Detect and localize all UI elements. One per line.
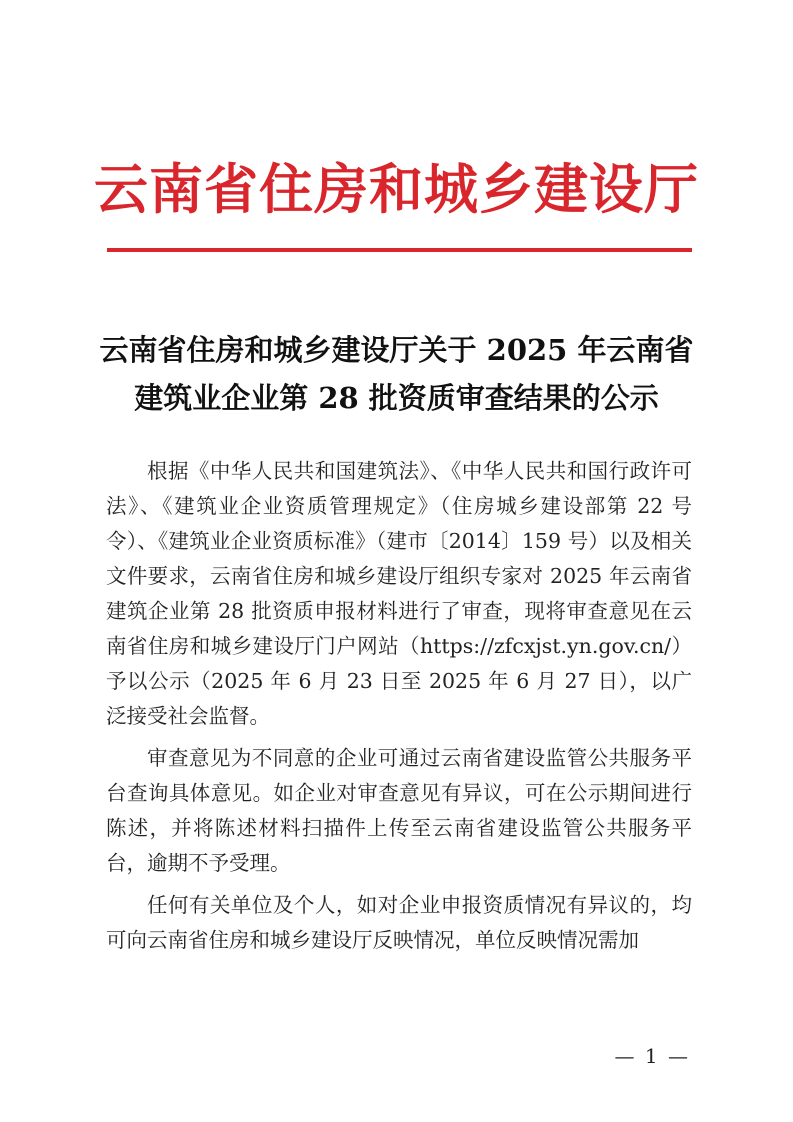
- body-paragraph-2: 审查意见为不同意的企业可通过云南省建设监管公共服务平台查询具体意见。如企业对审查意见有异议，可在公示期间进行陈述，并将陈述材料扫描件上传至云南省建设监管公共服务平台，逾期不予受理。: [106, 746, 692, 875]
- page-number: — 1 —: [614, 1044, 690, 1068]
- body-paragraph-1: 根据《中华人民共和国建筑法》、《中华人民共和国行政许可法》、《建筑业企业资质管理规定》（住房城乡建设部第 22 号令）、《建筑业企业资质标准》（建市〔2014〕159 号）以及相关文件要求，云南省住房和城乡建设厅组织专家对 2025 年云南省建筑企业第 28 批资质申报材料进行了审查，现将审查意见在云南省住房和城乡建设厅门户网站（https://zfcxjst.yn.gov.cn/）予以公示（2025 年 6 月 23 日至 2025 年 6 月 27 日），以广泛接受社会监督。: [106, 459, 692, 728]
- issuer-masthead: 云南省住房和城乡建设厅: [94, 158, 699, 221]
- red-divider-line: [107, 248, 692, 252]
- title-line-1: 云南省住房和城乡建设厅关于 2025 年云南省: [99, 333, 694, 367]
- body-paragraph-3: 任何有关单位及个人，如对企业申报资质情况有异议的，均可向云南省住房和城乡建设厅反映情况，单位反映情况需加: [106, 893, 692, 952]
- document-title: [80, 326, 713, 422]
- title-line-2: 建筑业企业第 28 批资质审查结果的公示: [134, 381, 659, 415]
- document-body: [106, 454, 692, 958]
